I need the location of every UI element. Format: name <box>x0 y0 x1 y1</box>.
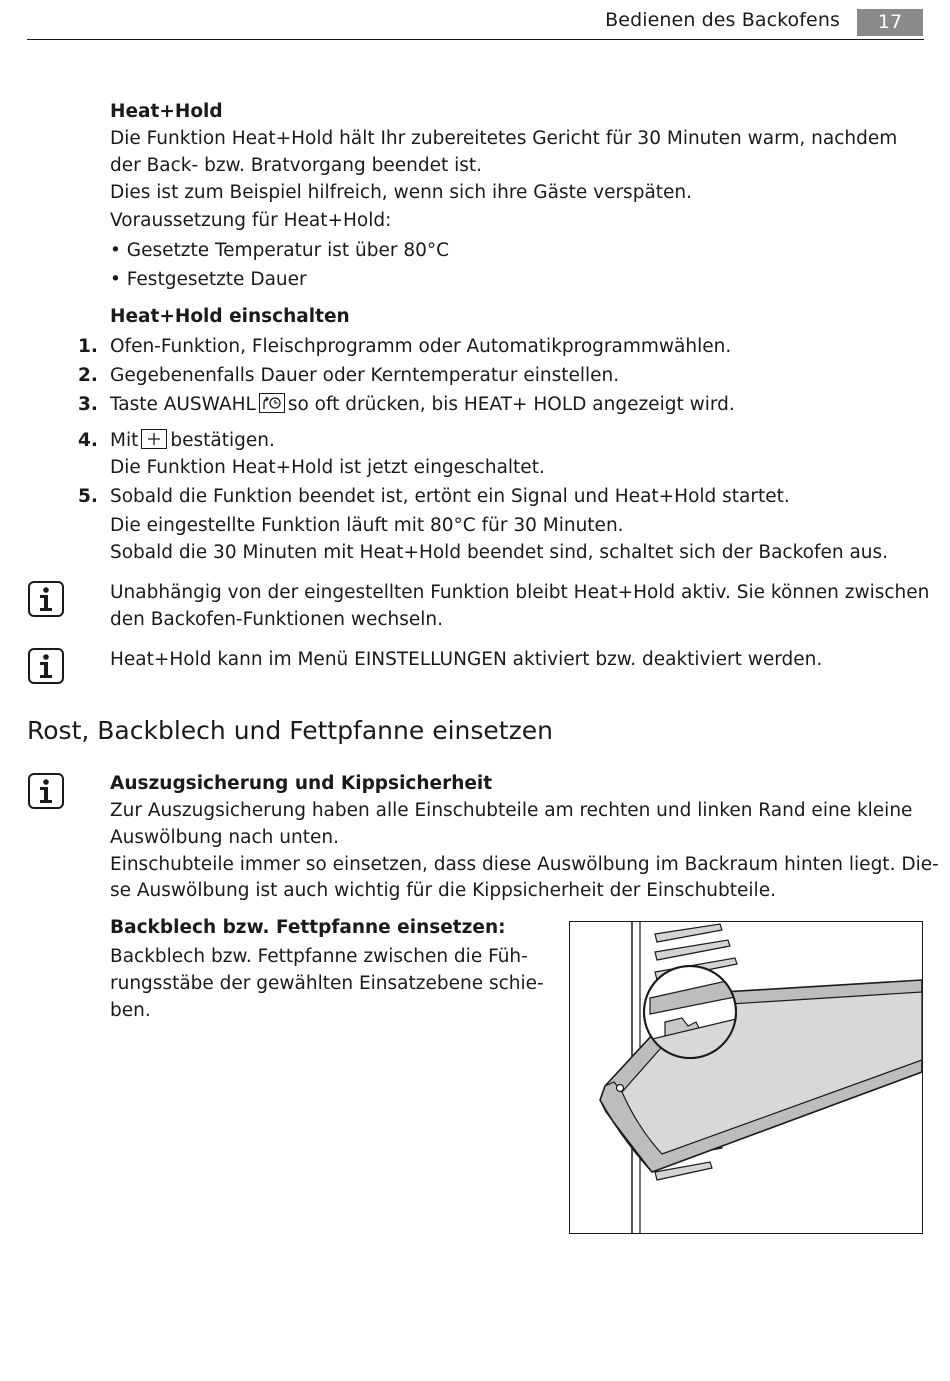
step-number: 3. <box>78 394 98 415</box>
note-text: Heat+Hold kann im Menü EINSTELLUNGEN aktiviert bzw. deaktiviert werden. <box>110 649 823 670</box>
step-number: 2. <box>78 365 98 386</box>
auswahl-key-icon <box>259 393 285 413</box>
step-number: 4. <box>78 430 98 451</box>
step-text-after: so oft drücken, bis HEAT+ HOLD angezeigt wird. <box>287 394 735 415</box>
info-icon <box>28 581 64 617</box>
step-text-line2: Die eingestellte Funktion läuft mit 80°C für 30 Minuten. <box>110 515 624 536</box>
info-text: se Auswölbung ist auch wichtig für die Kippsicherheit der Einschubteile. <box>110 880 776 901</box>
info-text: Auswölbung nach unten. <box>110 827 339 848</box>
bullet-item: • Festgesetzte Dauer <box>110 269 307 290</box>
step-text <box>110 391 735 418</box>
step-number: 5. <box>78 486 98 507</box>
header-divider <box>27 39 924 40</box>
step-text-before: Taste AUSWAHL <box>110 394 256 415</box>
info-icon <box>28 773 64 809</box>
step-text: Ofen-Funktion, Fleischprogramm oder Automatikprogrammwählen. <box>110 336 732 357</box>
info-icon <box>28 648 64 684</box>
step-text: Sobald die Funktion beendet ist, ertönt ein Signal und Heat+Hold startet. <box>110 486 790 507</box>
step-text-line3: Sobald die 30 Minuten mit Heat+Hold beendet sind, schaltet sich der Backofen aus. <box>110 542 889 563</box>
info-text: Zur Auszugsicherung haben alle Einschubteile am rechten und linken Rand eine kleine <box>110 800 913 821</box>
section-title: Bedienen des Backofens <box>605 9 840 31</box>
heat-hold-desc-2: der Back- bzw. Bratvorgang beendet ist. <box>110 155 482 176</box>
tray-insertion-illustration <box>569 921 923 1234</box>
tray-text: Backblech bzw. Fettpfanne zwischen die Füh- <box>110 946 528 967</box>
heat-hold-desc-3: Dies ist zum Beispiel hilfreich, wenn sich ihre Gäste verspäten. <box>110 182 693 203</box>
tray-text: ben. <box>110 1000 151 1021</box>
step-text-line2: Die Funktion Heat+Hold ist jetzt eingeschaltet. <box>110 457 545 478</box>
oven-tray-drawing <box>570 922 922 1233</box>
step-text-before: Mit <box>110 430 139 451</box>
heat-hold-desc-1: Die Funktion Heat+Hold hält Ihr zubereitetes Gericht für 30 Minuten warm, nachdem <box>110 128 898 149</box>
page-number: 17 <box>857 9 923 36</box>
tray-text: rungsstäbe der gewählten Einsatzebene schie- <box>110 973 544 994</box>
bullet-item: • Gesetzte Temperatur ist über 80°C <box>110 240 450 261</box>
heat-hold-heading: Heat+Hold <box>110 101 223 122</box>
step-number: 1. <box>78 336 98 357</box>
section-heading: Rost, Backblech und Fettpfanne einsetzen <box>27 716 553 745</box>
note-text: Unabhängig von der eingestellten Funktion bleibt Heat+Hold aktiv. Sie können zwischen <box>110 582 930 603</box>
tray-subheading: Backblech bzw. Fettpfanne einsetzen: <box>110 917 506 938</box>
plus-key-icon <box>141 429 167 449</box>
info-text: Einschubteile immer so einsetzen, dass diese Auswölbung im Backraum hinten liegt. Die- <box>110 854 939 875</box>
info-subheading: Auszugsicherung und Kippsicherheit <box>110 773 493 794</box>
note-text: den Backofen-Funktionen wechseln. <box>110 609 443 630</box>
prerequisite-label: Voraussetzung für Heat+Hold: <box>110 210 392 231</box>
step-text <box>110 427 275 454</box>
step-text: Gegebenenfalls Dauer oder Kerntemperatur einstellen. <box>110 365 620 386</box>
heat-hold-on-heading: Heat+Hold einschalten <box>110 306 350 327</box>
step-text-after: bestätigen. <box>170 430 275 451</box>
